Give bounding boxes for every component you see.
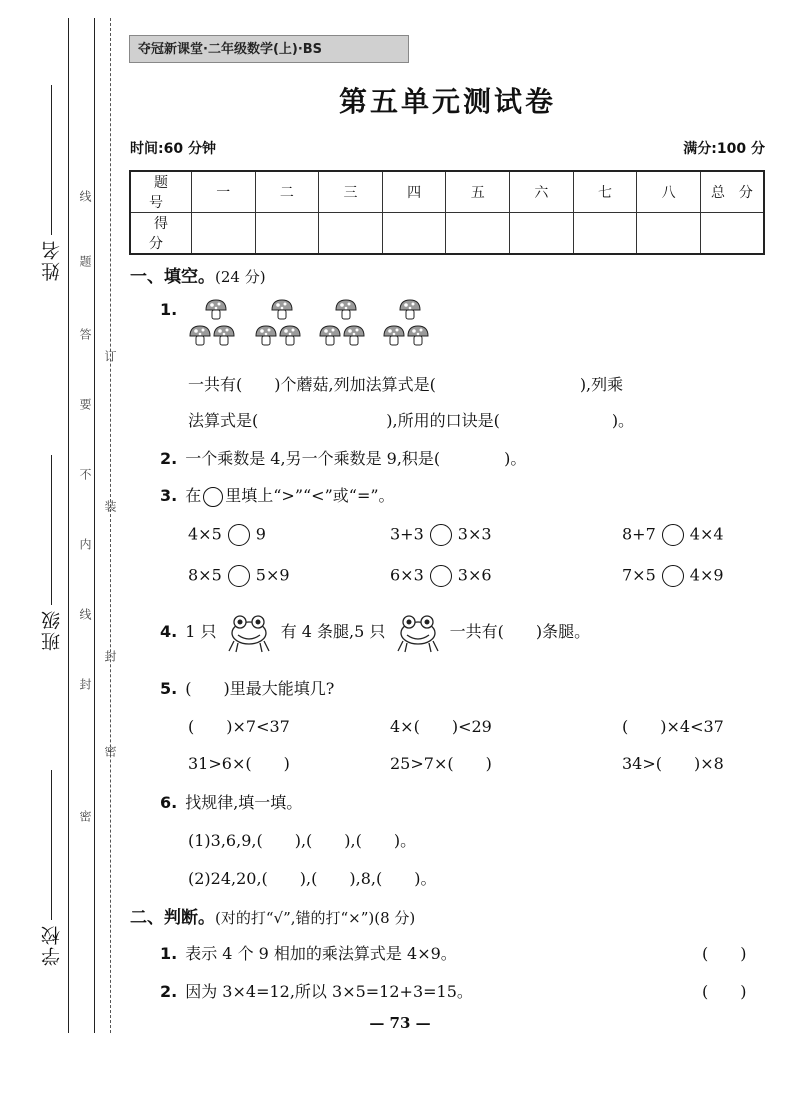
section-1-heading: 一、填空。(24 分)	[130, 267, 266, 287]
mushroom-group-4	[384, 300, 428, 345]
score-cell[interactable]	[700, 213, 764, 255]
margin-char: 线	[78, 190, 92, 202]
judge-item-2: 2. 因为 3×4=12,所以 3×5=12+3=15。	[160, 982, 473, 1001]
table-cell: 一	[192, 171, 256, 213]
name-label: 姓名	[38, 85, 65, 281]
q3-item: 6×3 3×6	[390, 565, 492, 587]
q3-item: 8+7 4×4	[622, 524, 724, 546]
score-cell[interactable]	[446, 213, 510, 255]
school-label: 学校	[38, 770, 65, 966]
comparison-circle[interactable]	[662, 565, 684, 587]
page-number: — 73 —	[369, 1014, 431, 1032]
q3-prompt: 3. 在 里填上“>”“<”或“=”。	[160, 486, 395, 505]
mushroom-group-1	[190, 300, 234, 345]
margin-char: 密	[78, 810, 92, 822]
margin-char: 答	[78, 328, 92, 340]
q1-number: 1.	[160, 300, 178, 319]
q6-line-1: (1)3,6,9,( ),( ),( )。	[188, 831, 417, 850]
comparison-circle[interactable]	[430, 565, 452, 587]
q5-item: 34>( )×8	[622, 754, 724, 773]
binding-dashed-line	[110, 18, 111, 1033]
comparison-circle[interactable]	[228, 524, 250, 546]
comparison-circle[interactable]	[430, 524, 452, 546]
frog-icon	[395, 613, 441, 653]
q6-prompt: 6. 找规律,填一填。	[160, 793, 303, 812]
score-cell[interactable]	[255, 213, 319, 255]
score-cell[interactable]	[510, 213, 574, 255]
margin-char: 不	[78, 468, 92, 480]
q5-item: ( )×4<37	[622, 717, 724, 736]
q1-line-2: 法算式是( ),所用的口诀是( )。	[188, 411, 635, 430]
judge-answer-blank[interactable]: ( )	[702, 982, 747, 1001]
score-cell[interactable]	[637, 213, 701, 255]
score-table-header-row	[130, 171, 764, 213]
judge-item-1: 1. 表示 4 个 9 相加的乘法算式是 4×9。	[160, 944, 457, 963]
score-cell[interactable]	[573, 213, 637, 255]
table-cell: 四	[382, 171, 446, 213]
section-2-heading: 二、判断。(对的打“√”,错的打“×”)(8 分)	[130, 908, 416, 928]
q5-item: 25>7×( )	[390, 754, 492, 773]
score-cell[interactable]	[319, 213, 383, 255]
page-title: 第五单元测试卷	[338, 85, 556, 118]
q5-item: 31>6×( )	[188, 754, 290, 773]
q2: 2. 一个乘数是 4,另一个乘数是 9,积是( )。	[160, 449, 527, 468]
binding-line-inner	[94, 18, 95, 1033]
margin-char: 内	[78, 538, 92, 550]
table-cell: 三	[319, 171, 383, 213]
judge-answer-blank[interactable]: ( )	[702, 944, 747, 963]
mushroom-group-3	[320, 300, 364, 345]
table-cell: 六	[510, 171, 574, 213]
margin-char: 封	[103, 650, 117, 662]
circle-symbol	[203, 487, 223, 507]
score-cell[interactable]	[382, 213, 446, 255]
table-cell: 七	[573, 171, 637, 213]
table-cell: 八	[637, 171, 701, 213]
q4: 4. 1 只 有 4 条腿,5 只 一共有( )条腿。	[160, 612, 590, 653]
mushroom-groups-illustration	[186, 296, 436, 354]
table-cell: 总 分	[700, 171, 764, 213]
margin-char: 线	[78, 608, 92, 620]
margin-char: 装	[103, 500, 117, 512]
q5-item: ( )×7<37	[188, 717, 290, 736]
frog-icon	[226, 613, 272, 653]
margin-char: 题	[78, 255, 92, 267]
margin-char: 订	[103, 350, 117, 362]
binding-line-outer	[68, 18, 69, 1033]
full-score: 满分:100 分	[683, 141, 765, 157]
table-cell: 五	[446, 171, 510, 213]
series-banner: 夺冠新课堂·二年级数学(上)·BS	[129, 35, 409, 63]
score-table-score-row	[130, 213, 764, 255]
q1-line-1: 一共有( )个蘑菇,列加法算式是( ),列乘	[188, 375, 624, 394]
q3-item: 4×5 9	[188, 524, 266, 546]
class-label: 班级	[38, 455, 65, 651]
comparison-circle[interactable]	[228, 565, 250, 587]
q6-line-2: (2)24,20,( ),( ),8,( )。	[188, 869, 437, 888]
margin-char: 要	[78, 398, 92, 410]
comparison-circle[interactable]	[662, 524, 684, 546]
table-cell: 题 号	[130, 171, 192, 213]
q5-item: 4×( )<29	[390, 717, 492, 736]
q3-item: 3+3 3×3	[390, 524, 492, 546]
margin-char: 封	[78, 678, 92, 690]
q3-item: 8×5 5×9	[188, 565, 290, 587]
score-table	[129, 170, 765, 255]
time-limit: 时间:60 分钟	[130, 141, 216, 157]
q5-prompt: 5. ( )里最大能填几?	[160, 679, 335, 698]
q3-item: 7×5 4×9	[622, 565, 724, 587]
margin-char: 密	[103, 745, 117, 757]
mushroom-group-2	[256, 300, 300, 345]
table-cell: 二	[255, 171, 319, 213]
table-cell: 得 分	[130, 213, 192, 255]
